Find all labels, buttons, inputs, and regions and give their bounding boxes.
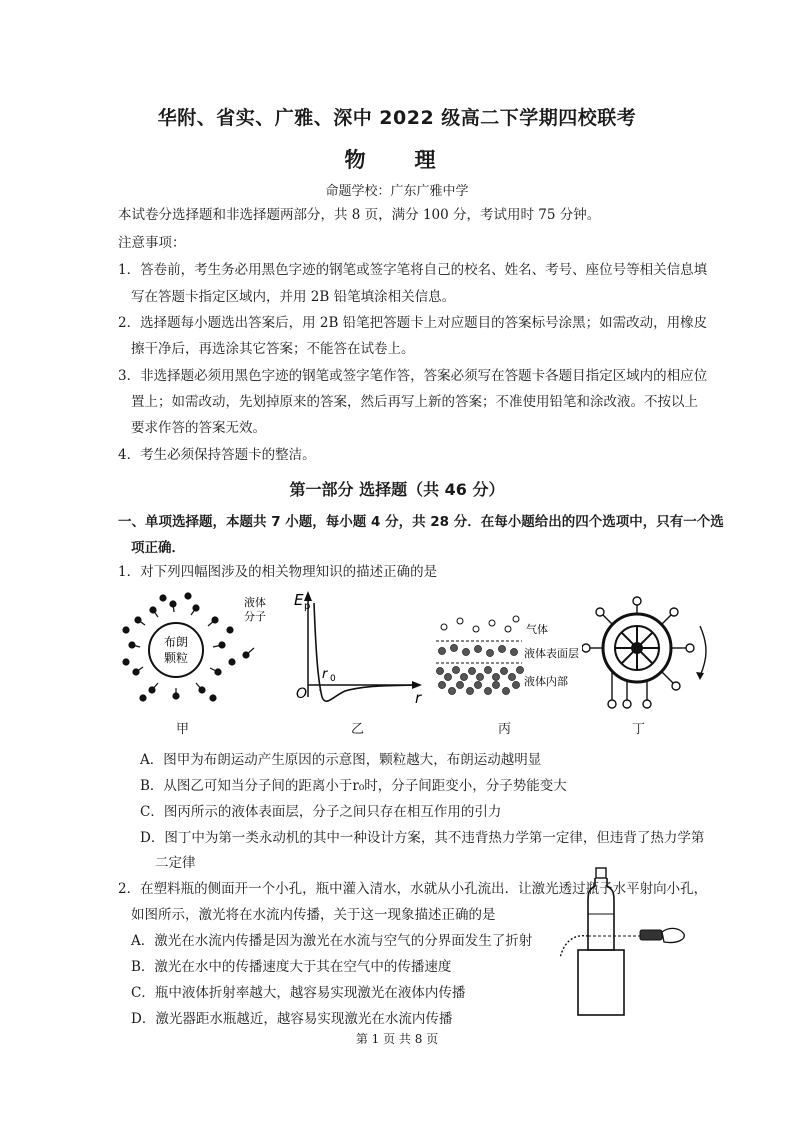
y-axis-label-sub: p [304,601,311,612]
gas-label: 气体 [526,623,548,636]
figure-yi-caption: 乙 [351,722,365,737]
wheel-spokes [615,626,659,670]
q1-option-d: D．图丁中为第一类永动机的其中一种设计方案，其不违背热力学第一定律，但违背了热力学第 [140,830,705,846]
q2-stem-line-1: 2．在塑料瓶的侧面开一个小孔，瓶中灌入清水，水就从小孔流出．让激光透过瓶子水平射向小孔， [118,881,708,897]
y-axis-label: E [294,591,304,609]
gas-molecules [441,616,519,632]
liquid-inner-label: 液体内部 [524,675,568,688]
notice-item-4: 4．考生必须保持答题卡的整洁。 [118,447,316,463]
hand [662,928,684,942]
particle-circle [149,623,203,677]
part1-heading-line-2: 项正确． [131,540,185,556]
particle-label-1: 布朗 [163,635,189,649]
x-axis-label: r [415,689,422,707]
bottle-stand [578,950,624,1015]
water-stream [560,936,588,958]
figure-jia-caption: 甲 [176,722,190,737]
part1-heading-line-1: 一、单项选择题，本题共 7 小题，每小题 4 分，共 28 分．在每小题给出的四个选项中，只有一个选 [118,514,724,530]
q1-option-c: C．图丙所示的液体表面层，分子之间只存在相互作用的引力 [140,804,502,820]
y-axis-arrow [304,591,312,601]
q2-option-a: A．激光在水流内传播是因为激光在水流与空气的分界面发生了折射 [131,933,533,949]
bottle-cap [596,868,606,878]
figure-ding-caption: 丁 [632,722,646,737]
notice-item-3-line-3: 要求作答的答案无效。 [131,420,266,436]
section-title: 第一部分 选择题（共 46 分） [289,480,505,499]
molecule-dots [123,593,254,701]
exam-title: 华附、省实、广雅、深中 2022 级高二下学期四校联考 [157,107,637,129]
notice-heading: 注意事项： [118,235,186,251]
perpetual-motion-wheel [582,596,712,711]
bottle-laser-figure [548,862,698,1022]
particle-label-2: 颗粒 [163,651,189,665]
intro-text: 本试卷分选择题和非选择题两部分，共 8 页，满分 100 分，考试用时 75 分钟。 [118,207,601,223]
origin-label: O [296,686,308,702]
r0-label: r [322,667,328,682]
brownian-motion-figure [118,590,278,710]
potential-curve [314,603,414,701]
notice-item-2-line-2: 擦干净后，再选涂其它答案；不能答在试卷上。 [131,341,415,357]
liquid-molecules [436,644,523,694]
potential-energy-graph [290,585,430,710]
surface-layer-label: 液体表面层 [524,647,579,660]
q1-option-d-continued: 二定律 [155,855,196,871]
q1-option-b: B．从图乙可知当分子间的距离小于r₀时，分子间距变小，分子势能变大 [140,778,567,794]
rotation-arrow-head [696,672,704,680]
subject-title: 物 理 [344,148,450,172]
r0-label-sub: 0 [330,674,336,684]
notice-item-3-line-2: 置上；如需改动，先划掉原来的答案，然后再写上新的答案；不准使用铅笔和涂改液。不按以上 [131,394,698,410]
notice-item-1-line-2: 写在答题卡指定区域内，并用 2B 铅笔填涂相关信息。 [131,289,456,305]
notice-item-3-line-1: 3．非选择题必须用黑色字迹的钢笔或签字笔作答，答案必须写在答题卡各题目指定区域内的相应位 [118,368,708,384]
notice-item-1-line-1: 1．答卷前，考生务必用黑色字迹的钢笔或签字笔将自己的校名、姓名、考号、座位号等相关信息填 [118,262,708,278]
rotation-arrow [700,626,706,676]
figure-bing-caption: 丙 [498,722,512,737]
q1-stem: 1．对下列四幅图涉及的相关物理知识的描述正确的是 [118,564,438,580]
liquid-surface-figure [432,615,582,700]
notice-item-2-line-1: 2．选择题每小题选出答案后，用 2B 铅笔把答题卡上对应题目的答案标号涂黑；如需改动，用橡皮 [118,315,708,331]
page-footer: 第 1 页 共 8 页 [355,1032,439,1046]
laser-pointer [640,930,662,940]
setter-school: 命题学校：广东广雅中学 [325,184,469,199]
liquid-label-2: 分子 [244,610,266,623]
q2-option-b: B．激光在水中的传播速度大于其在空气中的传播速度 [131,959,452,975]
q2-stem-line-2: 如图所示，激光将在水流内传播，关于这一现象描述正确的是 [131,907,496,923]
q2-option-d: D．激光器距水瓶越近，越容易实现激光在水流内传播 [131,1011,453,1027]
q2-option-c: C．瓶中液体折射率越大，越容易实现激光在液体内传播 [131,985,466,1001]
liquid-label-1: 液体 [244,596,266,609]
q1-option-a: A．图甲为布朗运动产生原因的示意图，颗粒越大，布朗运动越明显 [140,752,542,768]
